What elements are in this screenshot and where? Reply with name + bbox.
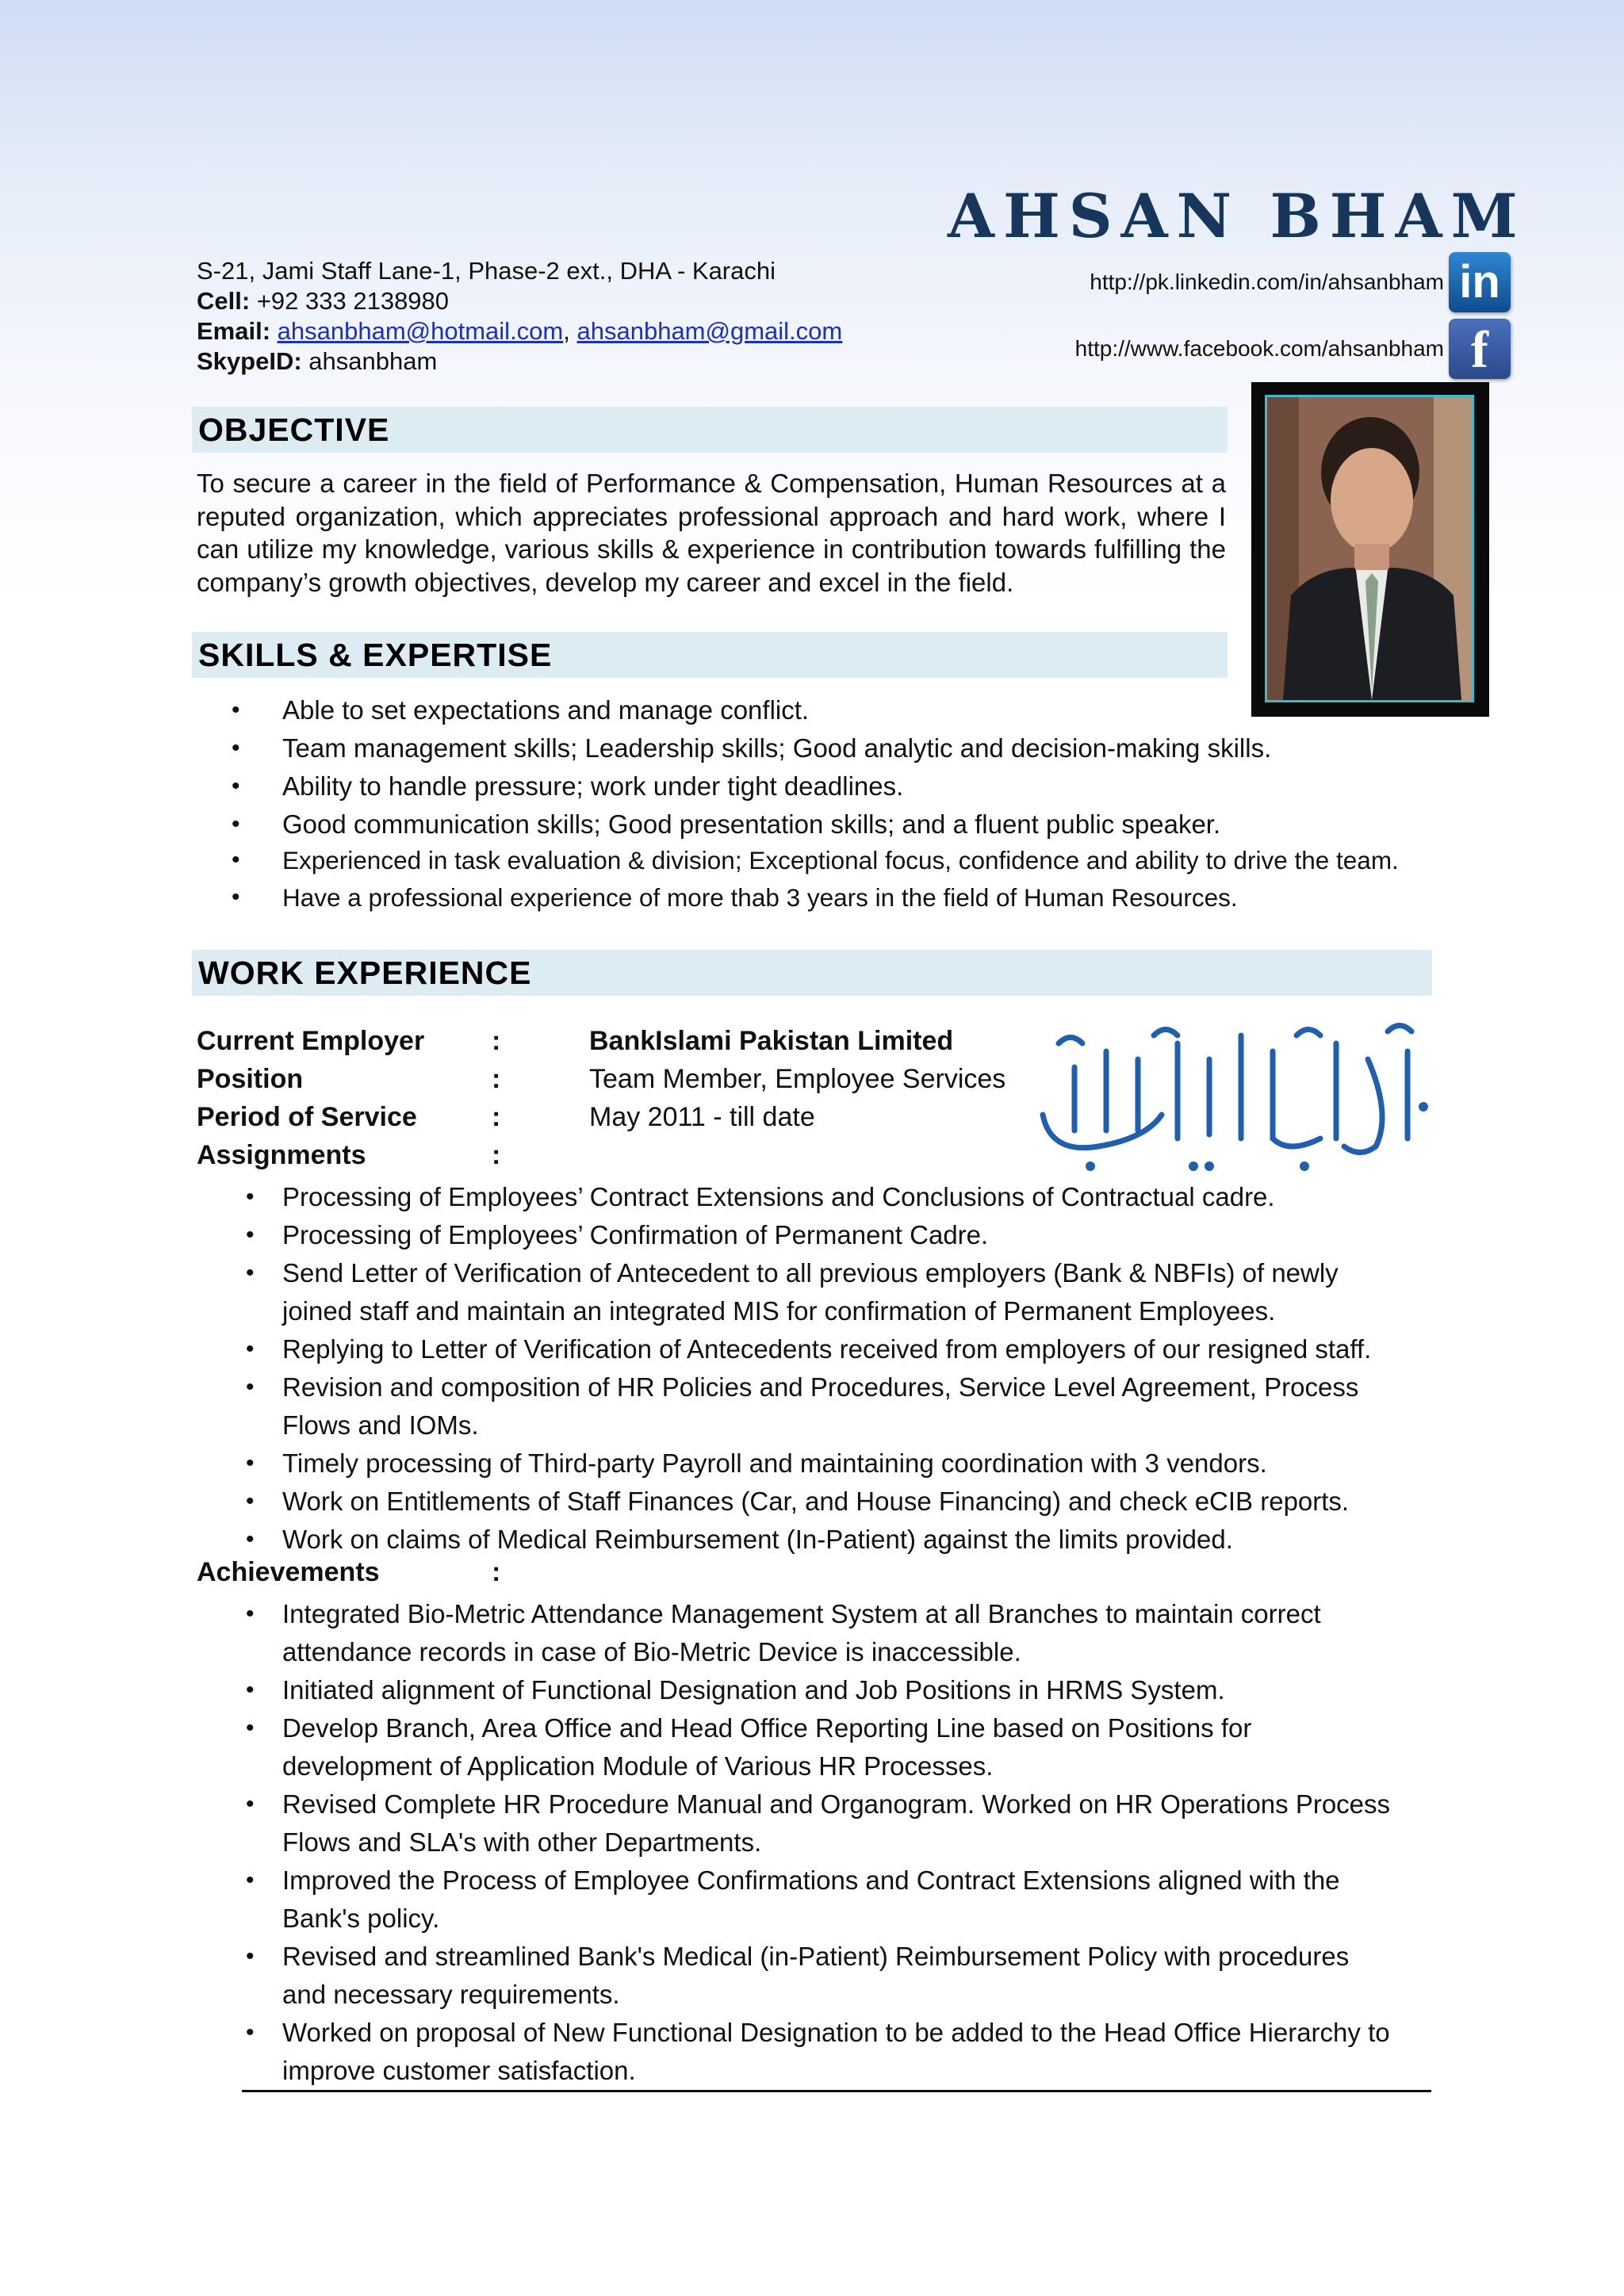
objective-heading: OBJECTIVE	[192, 407, 1228, 453]
list-item: • Revision and composition of HR Policies and Procedures, Service Level Agreement, Process Flows and IOMs.	[197, 1368, 1434, 1445]
bullet: •	[232, 735, 240, 761]
skills-list	[197, 691, 1465, 916]
cell-number: +92 333 2138980	[256, 287, 450, 315]
profile-photo-illustration	[1267, 397, 1472, 700]
list-item: • Processing of Employees’ Confirmation of Permanent Cadre.	[197, 1216, 1434, 1254]
list-item: • Ability to handle pressure; work under tight deadlines.	[197, 767, 1465, 806]
bottom-divider	[242, 2090, 1431, 2092]
bullet: •	[246, 1184, 255, 1210]
email-label: Email:	[197, 317, 271, 345]
bullet: •	[246, 1601, 255, 1627]
bullet: •	[232, 697, 240, 723]
profile-photo	[1265, 395, 1474, 702]
bullet: •	[232, 847, 240, 873]
list-item: • Good communication skills; Good presentation skills; and a fluent public speaker.	[197, 806, 1465, 841]
email-gmail-link[interactable]: ahsanbham@gmail.com	[576, 317, 843, 345]
list-item: • Worked on proposal of New Functional Designation to be added to the Head Office Hierarchy to improve customer satisfaction.	[197, 2014, 1434, 2090]
facebook-row[interactable]	[944, 319, 1511, 379]
list-item: • Send Letter of Verification of Antecedent to all previous employers (Bank & NBFIs) of newly joined staff and maintain an integrated MIS for confirmation of Permanent Employees.	[197, 1254, 1434, 1330]
skype-label: SkypeID:	[197, 347, 302, 375]
bullet: •	[246, 1222, 255, 1248]
linkedin-url[interactable]: http://pk.linkedin.com/in/ahsanbham	[1090, 270, 1444, 294]
list-item: • Initiated alignment of Functional Designation and Job Positions in HRMS System.	[197, 1671, 1434, 1709]
period-value: May 2011 - till date	[589, 1102, 815, 1132]
candidate-name: AHSAN BHAM	[948, 181, 1526, 251]
cell-label: Cell:	[197, 287, 251, 315]
bankislami-logo	[1027, 1020, 1439, 1178]
list-item: • Timely processing of Third-party Payroll and maintaining coordination with 3 vendors.	[197, 1445, 1434, 1483]
list-item: • Work on Entitlements of Staff Finances (Car, and House Financing) and check eCIB reports.	[197, 1483, 1434, 1521]
bullet: •	[246, 1488, 255, 1514]
contact-block	[197, 256, 842, 377]
bullet: •	[246, 1715, 255, 1741]
objective-text: To secure a career in the field of Performance & Compensation, Human Resources at a reputed organization, which appreciates professional approach and hard work, where I can utilize my knowledge, various skills & experience in contribution towards fulfilling the company’s growth objectives, develop my career and excel in the field.	[197, 469, 1226, 597]
bullet: •	[246, 1450, 255, 1476]
bullet: •	[246, 1677, 255, 1703]
list-item: • Revised Complete HR Procedure Manual and Organogram. Worked on HR Operations Process Flows and SLA's with other Departments.	[197, 1785, 1434, 1862]
achievements-list	[197, 1595, 1434, 2090]
linkedin-row[interactable]	[944, 252, 1511, 312]
bullet: •	[232, 884, 240, 910]
bullet: •	[246, 1943, 255, 1969]
list-item: • Work on claims of Medical Reimbursement (In-Patient) against the limits provided.	[197, 1521, 1434, 1559]
bullet: •	[246, 1336, 255, 1362]
list-item: • Processing of Employees’ Contract Extensions and Conclusions of Contractual cadre.	[197, 1178, 1434, 1216]
list-item: • Revised and streamlined Bank's Medical (in-Patient) Reimbursement Policy with procedures and necessary requirements.	[197, 1938, 1434, 2014]
bullet: •	[246, 1867, 255, 1893]
bullet: •	[232, 811, 240, 837]
bullet: •	[246, 2019, 255, 2045]
list-item: • Able to set expectations and manage conflict.	[197, 691, 1465, 729]
list-item: • Integrated Bio-Metric Attendance Management System at all Branches to maintain correct attendance records in case of Bio-Metric Device is inaccessible.	[197, 1595, 1434, 1671]
linkedin-icon[interactable]: in	[1449, 252, 1511, 312]
skype-id: ahsanbham	[308, 347, 438, 375]
assignments-list	[197, 1178, 1434, 1559]
bullet: •	[246, 1526, 255, 1552]
list-item: • Develop Branch, Area Office and Head Office Reporting Line based on Positions for development of Application Module of Various HR Processes.	[197, 1709, 1434, 1785]
list-item: • Experienced in task evaluation & division; Exceptional focus, confidence and ability to drive the team.	[197, 841, 1465, 878]
employer-name: BankIslami Pakistan Limited	[589, 1026, 954, 1056]
bullet: •	[246, 1374, 255, 1400]
bullet: •	[246, 1791, 255, 1817]
cell-line	[197, 286, 842, 316]
profile-photo-frame	[1251, 382, 1489, 717]
position-value: Team Member, Employee Services	[589, 1064, 1006, 1094]
skype-line	[197, 346, 842, 377]
list-item: • Replying to Letter of Verification of Antecedents received from employers of our resigned staff.	[197, 1330, 1434, 1368]
skills-heading: SKILLS & EXPERTISE	[192, 632, 1228, 678]
email-separator: ,	[563, 317, 570, 345]
email-hotmail-link[interactable]: ahsanbham@hotmail.com	[277, 317, 564, 345]
facebook-icon[interactable]: f	[1449, 319, 1511, 379]
work-experience-heading: WORK EXPERIENCE	[192, 950, 1432, 996]
list-item: • Have a professional experience of more thab 3 years in the field of Human Resources.	[197, 878, 1465, 916]
email-line	[197, 316, 842, 346]
bullet: •	[232, 773, 240, 799]
list-item: • Improved the Process of Employee Confirmations and Contract Extensions aligned with the Bank's policy.	[197, 1862, 1434, 1938]
facebook-url[interactable]: http://www.facebook.com/ahsanbham	[1074, 336, 1444, 361]
bullet: •	[246, 1260, 255, 1286]
list-item: • Team management skills; Leadership skills; Good analytic and decision-making skills.	[197, 729, 1465, 767]
address: S-21, Jami Staff Lane-1, Phase-2 ext., DHA - Karachi	[197, 257, 776, 285]
bankislami-logo-graphic	[1027, 1020, 1439, 1178]
